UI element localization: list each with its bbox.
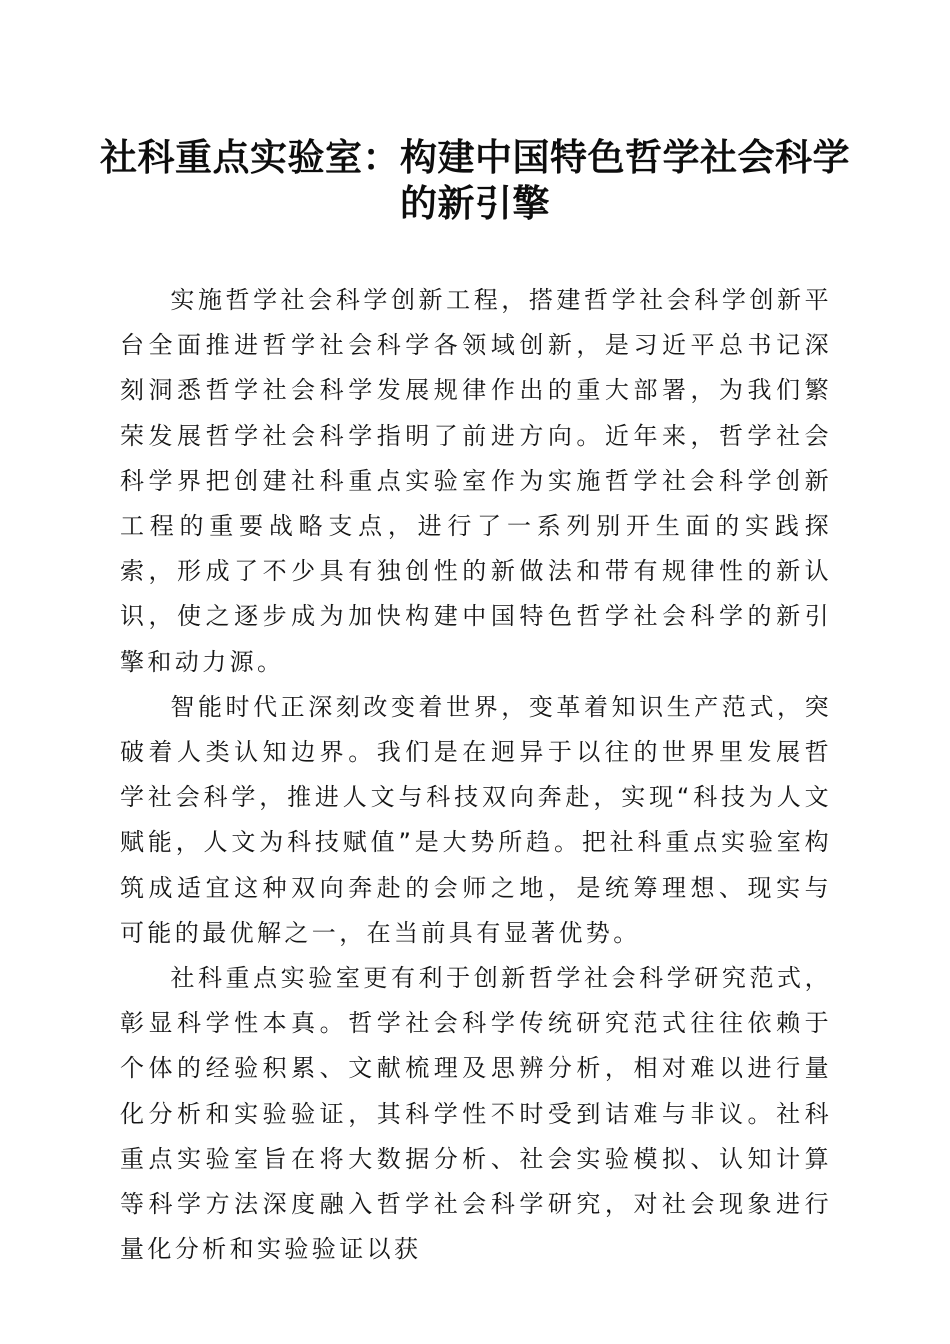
paragraph-3: 社科重点实验室更有利于创新哲学社会科学研究范式，彰显科学性本真。哲学社会科学传统研究范式往往依赖于个体的经验积累、文献梳理及思辨分析，相对难以进行量化分析和实验验证，其科学性不时受到诘难与非议。社科重点实验室旨在将大数据分析、社会实验模拟、认知计算等科学方法深度融入哲学社会科学研究，对社会现象进行量化分析和实验验证以获: [120, 964, 832, 1264]
paragraph-2: 智能时代正深刻改变着世界，变革着知识生产范式，突破着人类认知边界。我们是在迥异于以往的世界里发展哲学社会科学，推进人文与科技双向奔赴，实现“科技为人文赋能，人文为科技赋值”是大势所趋。把社科重点实验室构筑成适宜这种双向奔赴的会师之地，是统筹理想、现实与可能的最优解之一，在当前具有显著优势。: [120, 692, 832, 947]
document-body: [120, 278, 832, 1272]
paragraph-1: 实施哲学社会科学创新工程，搭建哲学社会科学创新平台全面推进哲学社会科学各领域创新，是习近平总书记深刻洞悉哲学社会科学发展规律作出的重大部署，为我们繁荣发展哲学社会科学指明了前进方向。近年来，哲学社会科学界把创建社科重点实验室作为实施哲学社会科学创新工程的重要战略支点，进行了一系列别开生面的实践探索，形成了不少具有独创性的新做法和带有规律性的新认识，使之逐步成为加快构建中国特色哲学社会科学的新引擎和动力源。: [120, 286, 832, 676]
document-title: [100, 134, 850, 226]
title-line-2: 的新引擎: [400, 181, 550, 225]
title-line-1: 社科重点实验室：构建中国特色哲学社会科学: [100, 135, 850, 179]
